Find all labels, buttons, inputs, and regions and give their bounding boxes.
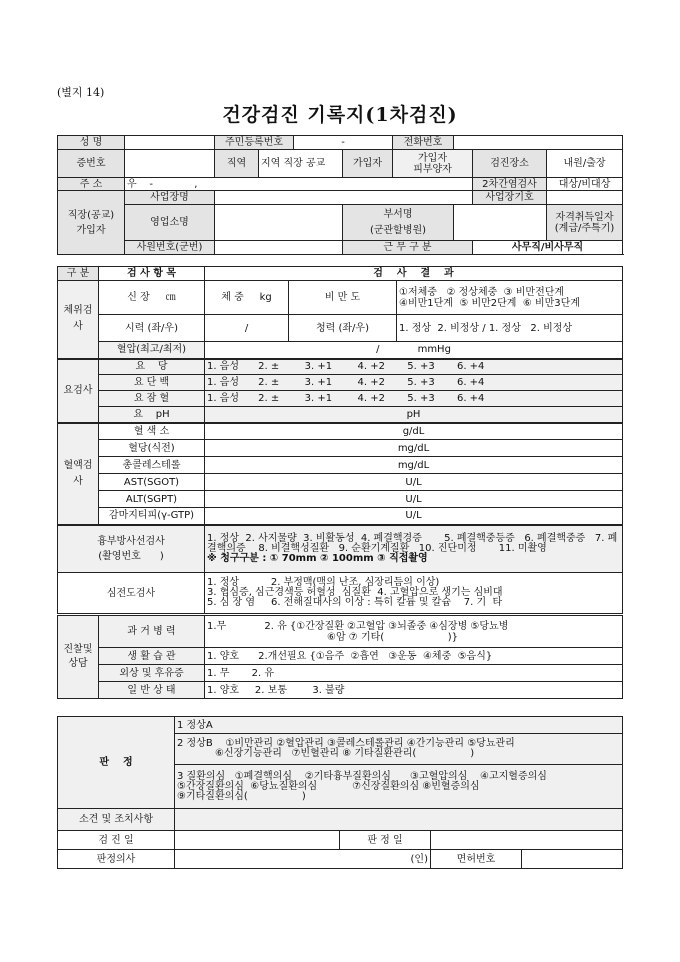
doctor-label: 판정의사 xyxy=(58,850,175,869)
workplace-field[interactable] xyxy=(215,191,473,205)
job-class-options[interactable]: 지역 직장 공교 xyxy=(259,150,343,178)
urine-row-label: 요 단 백 xyxy=(99,375,205,391)
height-field[interactable]: 신 장 ㎝ xyxy=(99,281,205,315)
workplace-code-label: 사업장기호 xyxy=(473,191,547,205)
blood-row-label: 감마지티피(γ-GTP) xyxy=(99,508,205,525)
judgement-disease-line: ⑨기타질환의심( ) xyxy=(177,790,306,802)
work-type-label: 근 무 구 분 xyxy=(343,241,473,255)
exam-date-field[interactable] xyxy=(175,831,340,850)
ecg-option-line: 1. 정상 2. 부정맥(맥의 난조, 심장리듬의 이상) xyxy=(207,577,440,588)
blood-row-field[interactable]: mg/dL xyxy=(205,440,623,457)
work-type-options[interactable]: 사무직/비사무직 xyxy=(473,241,623,255)
history-option-line: ⑥암 ⑦ 기타( )} xyxy=(327,631,459,643)
ecg-label: 심전도검사 xyxy=(58,573,205,615)
employee-group-label-line: 직장(공교) xyxy=(67,209,115,221)
judgement-label: 판 정 xyxy=(58,717,175,809)
urine-row-label: 요 pH xyxy=(99,407,205,423)
workplace-code-field[interactable] xyxy=(547,191,623,205)
department-label-line: (군관할병원) xyxy=(369,225,427,236)
vision-label: 시력 (좌/우) xyxy=(99,315,205,342)
result-header: 검 사 결 과 xyxy=(205,267,623,281)
acquired-date-label-line: (계급/주특기) xyxy=(554,222,615,234)
injury-options[interactable]: 1. 무 2. 유 xyxy=(205,665,623,682)
license-field[interactable] xyxy=(522,850,623,869)
exam-place-options[interactable]: 내원/출장 xyxy=(547,150,623,178)
consult-category: 진찰및상담 xyxy=(58,615,99,699)
history-label: 과 거 병 력 xyxy=(99,615,205,648)
judgement-normal-b-line: 2 정상B ①비만관리 ②혈압관리 ③콜레스테롤관리 ④간기능관리 ⑤당뇨관리 xyxy=(177,738,515,749)
department-label-line: 부서명 xyxy=(383,209,413,220)
acquired-date-label-line: 자격취득일자 xyxy=(555,211,614,223)
blood-exam-category: 혈액검사 xyxy=(58,423,99,525)
license-label: 면허번호 xyxy=(431,850,522,869)
office-field[interactable] xyxy=(215,205,343,241)
blood-row-field[interactable]: g/dL xyxy=(205,423,623,440)
employee-group-label xyxy=(58,191,125,255)
urine-row-label: 요 잠 혈 xyxy=(99,391,205,407)
habit-options[interactable]: 1. 양호 2.개선필요 {①음주 ②흡연 ③운동 ④체중 ⑤음식} xyxy=(205,648,623,665)
rrn-label: 주민등록번호 xyxy=(215,136,294,150)
xray-label-line: 흉부방사선검사 xyxy=(97,535,165,547)
xray-options[interactable] xyxy=(205,525,623,573)
ecg-options[interactable] xyxy=(205,573,623,615)
blood-row-label: AST(SGOT) xyxy=(99,474,205,491)
hearing-label: 청력 (좌/우) xyxy=(289,315,397,342)
hepatitis-options[interactable]: 대상/비대상 xyxy=(547,178,623,191)
acquired-date-label xyxy=(547,205,623,241)
employee-number-label: 사원번호(군번) xyxy=(125,241,215,255)
member-options[interactable] xyxy=(393,150,473,178)
member-label: 가입자 xyxy=(343,150,393,178)
urine-exam-category: 요검사 xyxy=(58,359,99,423)
urine-row-options[interactable]: 1. 음성 2. ± 3. +1 4. +2 5. +3 6. +4 xyxy=(205,391,623,407)
history-options[interactable] xyxy=(205,615,623,648)
ecg-option-line: 5. 심 장 염 6. 전해질대사의 이상 : 특히 칼륨 및 칼슘 7. 기 타 xyxy=(207,597,503,608)
judgement-normal-b-line: ⑥신장기능관리 ⑦빈혈관리 ⑧ 기타질환관리( ) xyxy=(215,748,475,759)
judgement-normal-b[interactable] xyxy=(175,734,623,765)
workplace-label: 사업장명 xyxy=(125,191,215,205)
xray-label xyxy=(58,525,205,573)
exam-place-label: 검진장소 xyxy=(473,150,547,178)
blood-pressure-label: 혈압(최고/최저) xyxy=(99,342,205,359)
judgement-disease-line: 3 질환의심 ①폐결핵의심 ②기타흉부질환의심 ③고혈압의심 ④고지혈증의심 xyxy=(177,770,547,782)
urine-row-field[interactable]: pH xyxy=(205,407,623,423)
urine-row-options[interactable]: 1. 음성 2. ± 3. +1 4. +2 5. +3 6. +4 xyxy=(205,359,623,375)
member-option-insured: 가입자 xyxy=(418,152,447,164)
weight-field[interactable]: 체 중 kg xyxy=(205,281,289,315)
department-label xyxy=(343,205,454,241)
ecg-option-line: 3. 협심증, 심근경색등 허혈성 심질환 4. 고혈압으로 생기는 심비대 xyxy=(207,587,503,598)
blood-pressure-field[interactable]: / mmHg xyxy=(205,342,623,359)
xray-result-options: 1. 정상 2. 사지물량 3. 비활동성 4. 폐결핵경증 5. 폐결핵중등증 6. 폐결핵중증 7. 폐결핵의증 8. 비결핵성질환 9. 순환기계질환 10. 진단미정 11. 미촬영 xyxy=(207,532,618,554)
name-field[interactable] xyxy=(125,136,215,150)
blood-row-label: 총콜레스테롤 xyxy=(99,457,205,474)
rrn-field[interactable]: - xyxy=(294,136,393,150)
history-option-line: 1.무 2. 유 {①간장질환 ②고혈압 ③뇌졸중 ④심장병 ⑤당뇨병 xyxy=(207,620,509,632)
judgement-disease-line: ⑤간장질환의심 ⑥당뇨질환의심 ⑦신장질환의심 ⑧빈혈증의심 xyxy=(177,780,480,792)
office-label: 영업소명 xyxy=(125,205,215,241)
xray-claim-type: ※ 청구구분 : ① 70mm ② 100mm ③ 직접촬영 xyxy=(207,552,428,564)
card-number-field[interactable] xyxy=(125,150,215,178)
address-field[interactable]: 우 - , xyxy=(125,178,473,191)
member-option-dependent: 피부양자 xyxy=(413,163,452,175)
job-class-label: 직역 xyxy=(215,150,259,178)
judge-date-label: 판 정 일 xyxy=(340,831,431,850)
employee-number-field[interactable] xyxy=(215,241,343,255)
judgement-normal-a[interactable]: 1 정상A xyxy=(175,717,623,734)
employee-group-label-line: 가입자 xyxy=(76,224,106,236)
seal-mark: (인) xyxy=(410,853,428,865)
obesity-label: 비 만 도 xyxy=(289,281,397,315)
obesity-options[interactable] xyxy=(397,281,623,315)
judgement-table xyxy=(57,716,623,869)
blood-row-field[interactable]: U/L xyxy=(205,491,623,508)
name-label: 성 명 xyxy=(58,136,125,150)
hepatitis-label: 2차간염검사 xyxy=(473,178,547,191)
blood-row-field[interactable]: mg/dL xyxy=(205,457,623,474)
opinion-field[interactable] xyxy=(175,809,623,831)
blood-row-label: ALT(SGPT) xyxy=(99,491,205,508)
blood-row-label: 혈당(식전) xyxy=(99,440,205,457)
general-state-options[interactable]: 1. 양호 2. 보통 3. 불량 xyxy=(205,682,623,699)
habit-label: 생 활 습 관 xyxy=(99,648,205,665)
opinion-label: 소견 및 조치사항 xyxy=(58,809,175,831)
doctor-field[interactable] xyxy=(175,850,431,869)
blood-row-label: 혈 색 소 xyxy=(99,423,205,440)
hearing-options[interactable]: 1. 정상 2. 비정상 / 1. 정상 2. 비정상 xyxy=(397,315,623,342)
page-title: 건강검진 기록지(1차검진) xyxy=(222,104,458,126)
department-field[interactable] xyxy=(454,205,547,241)
blood-row-field[interactable]: U/L xyxy=(205,508,623,525)
vision-field[interactable]: / xyxy=(205,315,289,342)
judgement-disease-suspected[interactable] xyxy=(175,765,623,809)
exam-results-table xyxy=(57,266,623,699)
judge-date-field[interactable] xyxy=(431,831,623,850)
personal-info-table xyxy=(57,135,623,255)
card-number-label: 증번호 xyxy=(58,150,125,178)
obesity-options-line: ④비만1단계 ⑤ 비만2단계 ⑥ 비만3단계 xyxy=(399,297,580,309)
phone-field[interactable] xyxy=(454,136,623,150)
obesity-options-line: ①저체중 ② 정상체중 ③ 비만전단계 xyxy=(399,286,565,298)
phone-label: 전화번호 xyxy=(393,136,454,150)
blood-row-field[interactable]: U/L xyxy=(205,474,623,491)
exam-date-label: 검 진 일 xyxy=(58,831,175,850)
body-exam-category: 체위검사 xyxy=(58,281,99,359)
category-header: 구 분 xyxy=(58,267,99,281)
general-state-label: 일 반 상 태 xyxy=(99,682,205,699)
item-header: 검 사 항 목 xyxy=(99,267,205,281)
injury-label: 외상 및 후유증 xyxy=(99,665,205,682)
address-label: 주 소 xyxy=(58,178,125,191)
annex-number: (별지 14) xyxy=(57,86,105,99)
urine-row-options[interactable]: 1. 음성 2. ± 3. +1 4. +2 5. +3 6. +4 xyxy=(205,375,623,391)
urine-row-label: 요 당 xyxy=(99,359,205,375)
xray-number-label: (촬영번호 ) xyxy=(98,550,164,562)
